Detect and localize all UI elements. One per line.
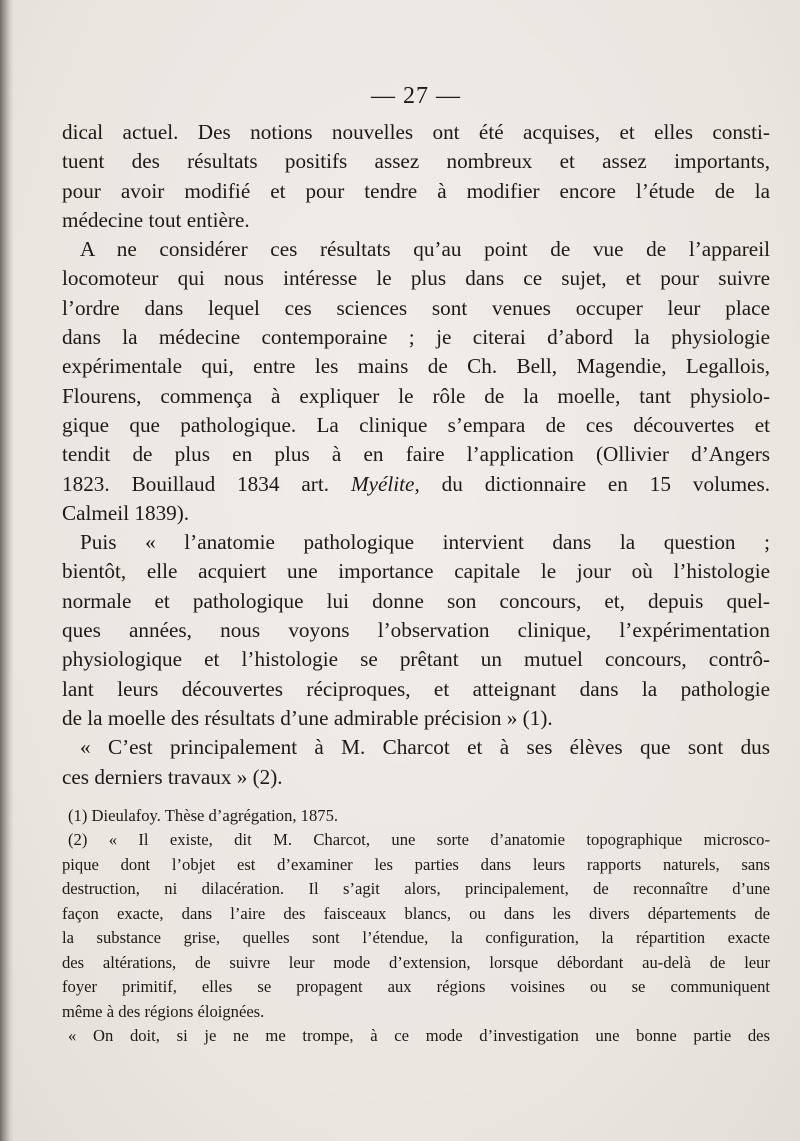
body-line-segment: 1823. Bouillaud 1834 art. <box>62 471 351 496</box>
footnote-2-line: destruction, ni dilacération. Il s’agit alors, principalement, de reconnaître d’une <box>62 879 770 899</box>
body-text <box>62 118 770 792</box>
body-line: Calmeil 1839). <box>62 500 190 525</box>
footnote-2-line: façon exacte, dans l’aire des faisceaux blancs, ou dans les divers départements de <box>62 903 770 923</box>
page-number: — 27 — <box>371 83 461 109</box>
body-line: Puis « l’anatomie pathologique intervient dans la question ; <box>80 530 770 555</box>
footnote-2-line: « On doit, si je ne me trompe, à ce mode d’investigation une bonne partie des <box>68 1026 770 1046</box>
footnote-2-line: la substance grise, quelles sont l’étendue, la configuration, la répartition exacte <box>62 928 770 948</box>
body-line: Flourens, commença à expliquer le rôle de la moelle, tant physiolo- <box>62 383 770 408</box>
body-line: expérimentale qui, entre les mains de Ch. Bell, Magendie, Legallois, <box>62 354 770 379</box>
footnote-1: (1) Dieulafoy. Thèse d’agrégation, 1875. <box>68 805 339 825</box>
body-line <box>62 470 770 499</box>
binding-gutter <box>0 0 14 1141</box>
text-block <box>62 80 770 1049</box>
body-line: locomoteur qui nous intéresse le plus dans ce sujet, et pour suivre <box>62 266 770 291</box>
body-line: dical actuel. Des notions nouvelles ont été acquises, et elles consti- <box>62 120 770 144</box>
body-line-segment: , du dictionnaire en 15 volumes. <box>414 471 771 496</box>
body-line: tuent des résultats positifs assez nombreux et assez importants, <box>62 149 770 174</box>
body-line: lant leurs découvertes réciproques, et atteignant dans la pathologie <box>62 676 770 701</box>
body-line: ques années, nous voyons l’observation clinique, l’expérimentation <box>62 618 770 643</box>
body-line: physiologique et l’histologie se prêtant un mutuel concours, contrô- <box>62 647 770 672</box>
body-line: dans la médecine contemporaine ; je citerai d’abord la physiologie <box>62 325 770 350</box>
body-line: ces derniers travaux » (2). <box>62 764 283 789</box>
footnote-2-line: des altérations, de suivre leur mode d’extension, lorsque débordant au-delà de leur <box>62 952 770 972</box>
body-line: « C’est principalement à M. Charcot et à ses élèves que sont dus <box>80 735 770 760</box>
body-line: normale et pathologique lui donne son concours, et, depuis quel- <box>62 588 770 613</box>
body-line: tendit de plus en plus à en faire l’application (Ollivier d’Angers <box>62 442 770 467</box>
body-line: bientôt, elle acquiert une importance capitale le jour où l’histologie <box>62 559 770 584</box>
footnote-2-line: foyer primitif, elles se propagent aux régions voisines ou se communiquent <box>62 977 770 997</box>
footnotes <box>62 804 770 1049</box>
body-line: de la moelle des résultats d’une admirable précision » (1). <box>62 705 553 730</box>
footnote-2-line: (2) « Il existe, dit M. Charcot, une sorte d’anatomie topographique microsco- <box>68 830 770 850</box>
italic-title: Myélite <box>350 471 415 496</box>
body-line: pour avoir modifié et pour tendre à modifier encore l’étude de la <box>62 178 770 203</box>
body-line: médecine tout entière. <box>62 207 250 232</box>
body-line: l’ordre dans lequel ces sciences sont venues occuper leur place <box>62 295 770 320</box>
footnote-2-line: même à des régions éloignées. <box>62 1001 265 1021</box>
body-line: gique que pathologique. La clinique s’empara de ces découvertes et <box>62 412 770 437</box>
body-line: A ne considérer ces résultats qu’au point de vue de l’appareil <box>80 237 770 262</box>
footnote-2-line: pique dont l’objet est d’examiner les parties dans leurs rapports naturels, sans <box>62 854 770 874</box>
